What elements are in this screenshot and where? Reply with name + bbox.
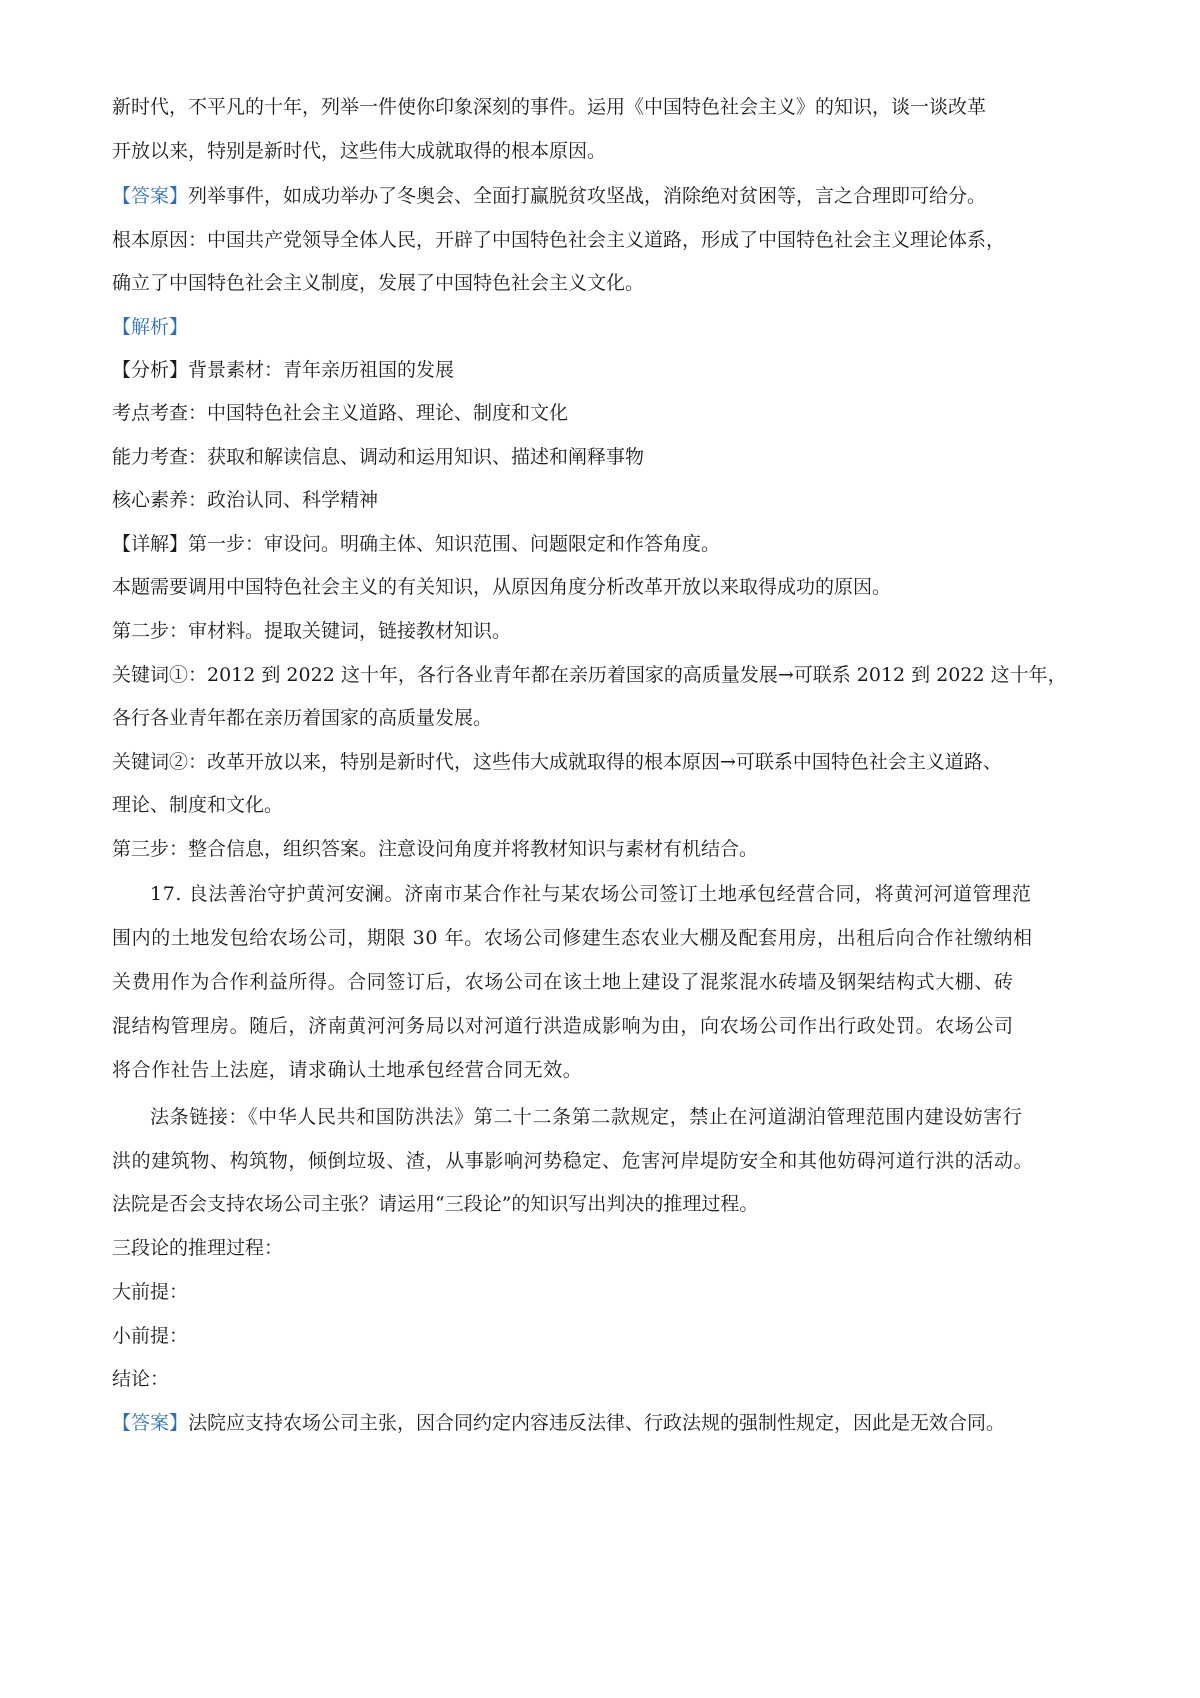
answer-line xyxy=(112,181,1112,211)
analysis-tag: 【解析】 xyxy=(112,316,189,338)
analysis-line: 第三步：整合信息，组织答案。注意设问角度并将教材知识与素材有机结合。 xyxy=(112,838,759,860)
answer-line xyxy=(112,1408,1112,1438)
question-17-line: 混结构管理房。随后，济南黄河河务局以对河道行洪造成影响为由，向农场公司作出行政处罚。农场公司 xyxy=(112,1015,1014,1037)
question-17-line: 17. 良法善治守护黄河安澜。济南市某合作社与某农场公司签订土地承包经营合同，将黄河河道管理范 xyxy=(150,883,1032,905)
analysis-line: 本题需要调用中国特色社会主义的有关知识，从原因角度分析改革开放以来取得成功的原因。 xyxy=(112,576,892,598)
analysis-line: 关键词②：改革开放以来，特别是新时代，这些伟大成就取得的根本原因→可联系中国特色社会主义道路、 xyxy=(112,751,1002,773)
analysis-line: 第二步：审材料。提取关键词，链接教材知识。 xyxy=(112,620,512,642)
analysis-line: 核心素养：政治认同、科学精神 xyxy=(112,489,379,511)
answer-line: 根本原因：中国共产党领导全体人民，开辟了中国特色社会主义道路，形成了中国特色社会主义理论体系， xyxy=(112,229,1006,251)
major-premise-label: 大前提： xyxy=(112,1281,189,1303)
minor-premise-label: 小前提： xyxy=(112,1325,189,1347)
answer-text: 法院应支持农场公司主张，因合同约定内容违反法律、行政法规的强制性规定，因此是无效合同。 xyxy=(188,1412,1006,1434)
question-17-line: 关费用作为合作利益所得。合同签订后，农场公司在该土地上建设了混浆混水砖墙及钢架结构式大棚、砖 xyxy=(112,971,1014,993)
analysis-line: 能力考查：获取和解读信息、调动和运用知识、描述和阐释事物 xyxy=(112,446,645,468)
analysis-line: 【分析】背景素材：青年亲历祖国的发展 xyxy=(112,359,455,381)
analysis-line: 【详解】第一步：审设问。明确主体、知识范围、问题限定和作答角度。 xyxy=(112,533,721,555)
law-link-line: 洪的建筑物、构筑物，倾倒垃圾、渣，从事影响河势稳定、危害河岸堤防安全和其他妨碍河道行洪的活动。 xyxy=(112,1150,1034,1172)
answer-line: 确立了中国特色社会主义制度，发展了中国特色社会主义文化。 xyxy=(112,272,645,294)
analysis-line: 考点考查：中国特色社会主义道路、理论、制度和文化 xyxy=(112,402,569,424)
answer-text: 列举事件，如成功举办了冬奥会、全面打赢脱贫攻坚战，消除绝对贫困等，言之合理即可给分。 xyxy=(188,185,987,207)
law-link-line: 法条链接：《中华人民共和国防洪法》第二十二条第二款规定，禁止在河道湖泊管理范围内建设妨害行 xyxy=(150,1106,1023,1128)
question-text-line: 开放以来，特别是新时代，这些伟大成就取得的根本原因。 xyxy=(112,140,607,162)
analysis-line: 关键词①：2012 到 2022 这十年，各行各业青年都在亲历着国家的高质量发展→可联系 2012 到 2022 这十年， xyxy=(112,664,1067,686)
analysis-line: 各行各业青年都在亲历着国家的高质量发展。 xyxy=(112,707,493,729)
question-17-line: 围内的土地发包给农场公司，期限 30 年。农场公司修建生态农业大棚及配套用房，出租后向合作社缴纳相 xyxy=(112,927,1033,949)
question-17-line: 将合作社告上法庭，请求确认土地承包经营合同无效。 xyxy=(112,1059,583,1081)
question-prompt: 法院是否会支持农场公司主张？请运用“三段论”的知识写出判决的推理过程。 xyxy=(112,1193,759,1215)
answer-tag: 【答案】 xyxy=(112,1412,189,1434)
syllogism-heading: 三段论的推理过程： xyxy=(112,1237,284,1259)
answer-tag: 【答案】 xyxy=(112,185,189,207)
analysis-line: 理论、制度和文化。 xyxy=(112,794,284,816)
question-text-line: 新时代，不平凡的十年，列举一件使你印象深刻的事件。运用《中国特色社会主义》的知识，谈一谈改革 xyxy=(112,96,987,118)
conclusion-label: 结论： xyxy=(112,1368,170,1390)
